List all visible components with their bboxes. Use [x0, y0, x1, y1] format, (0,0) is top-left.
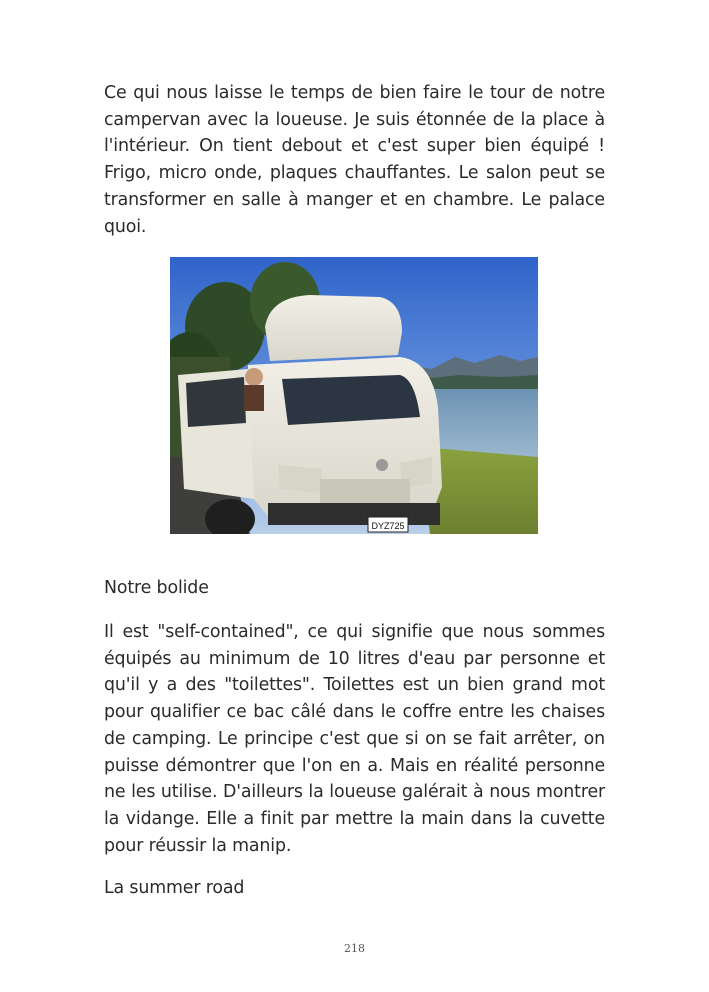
- section-heading-summer-road: La summer road: [104, 878, 245, 898]
- license-plate: DYZ725: [371, 521, 405, 531]
- page-number: 218: [344, 942, 365, 955]
- paragraph-self-contained: Il est "self-contained", ce qui signifie que nous sommes équipés au minimum de 10 litres d'eau par personne et qu'il y a des "toilettes". Toilettes est un bien grand mot pour qualifier ce bac câlé dans le coffre entre les chaises de camping. Le principe c'est que si on se fait arrêter, on puisse démontrer que l'on en a. Mais en réalité personne ne les utilise. D'ailleurs la loueuse galérait à nous montrer la vidange. Elle a finit par mettre la main dans la cuvette pour réussir la manip.: [104, 622, 605, 856]
- paragraph-campervan-tour: Ce qui nous laisse le temps de bien faire le tour de notre campervan avec la loueuse. Je suis étonnée de la place à l'intérieur. On tient debout et c'est super bien équipé ! Frigo, micro onde, plaques chauffantes. Le salon peut se transformer en salle à manger et en chambre. Le palace quoi.: [104, 83, 605, 237]
- section-heading-notre-bolide: Notre bolide: [104, 578, 209, 598]
- campervan-photo: [170, 257, 538, 534]
